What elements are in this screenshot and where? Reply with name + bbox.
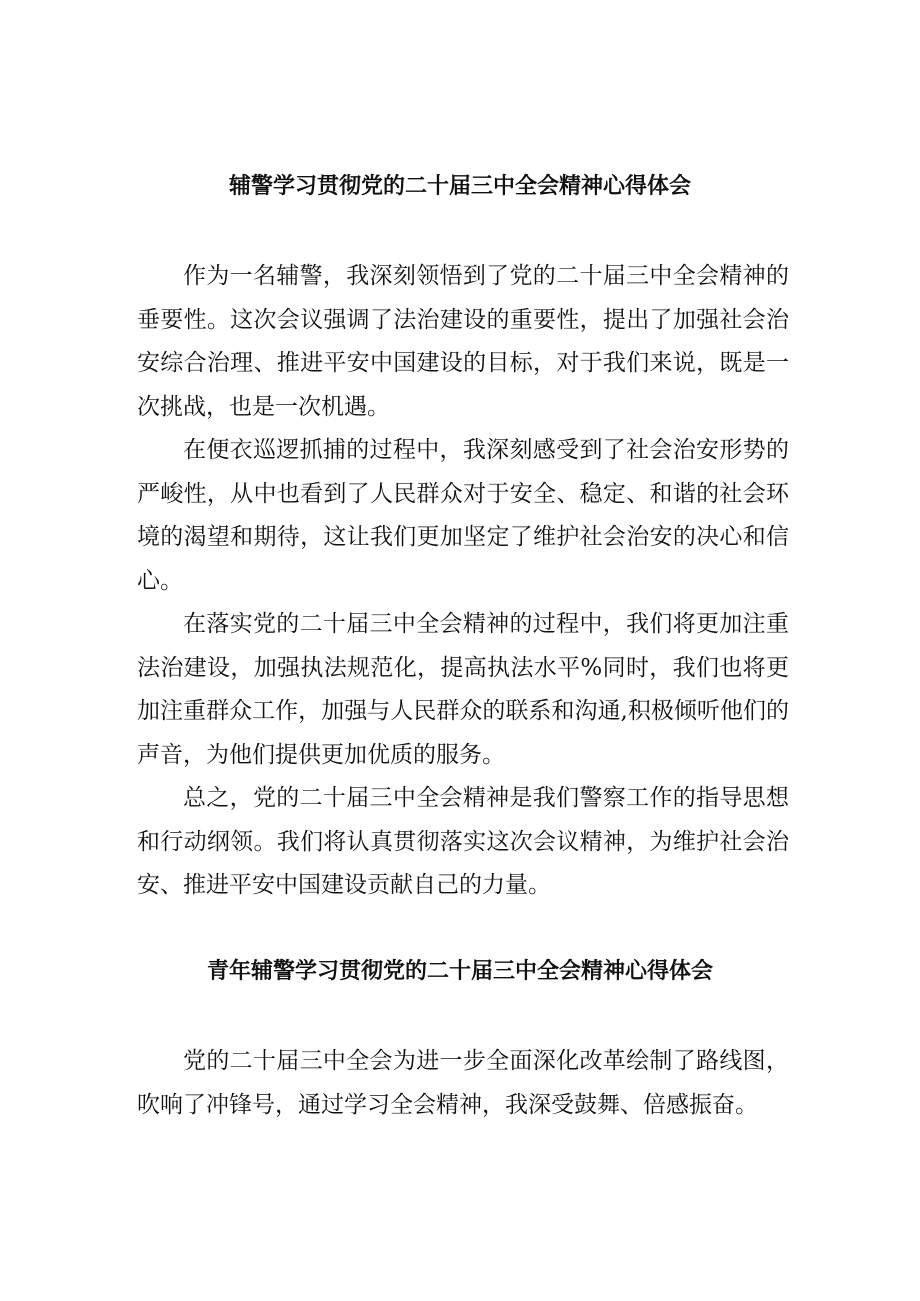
article-1-paragraph-2: 在便衣巡逻抓捕的过程中，我深刻感受到了社会治安形势的严峻性，从中也看到了人民群众对于安全、稳定、和谐的社会环境的渴望和期待，这让我们更加坚定了维护社会治安的决心和信心。: [137, 437, 789, 594]
article-1-paragraph-3: 在落实党的二十届三中全会精神的过程中，我们将更加注重法治建设，加强执法规范化，提高执法水平%同时，我们也将更加注重群众工作，加强与人民群众的联系和沟通,积极倾听他们的声音，为他们提供更加优质的服务。: [137, 611, 789, 768]
article-1-paragraph-1: 作为一名辅警，我深刻领悟到了党的二十届三中全会精神的垂要性。这次会议强调了法治建设的重要性，提出了加强社会治安综合治理、推进平安中国建设的目标，对于我们来说，既是一次挑战，也是一次机遇。: [137, 263, 789, 420]
article-1-body: [137, 255, 789, 908]
article-1-paragraph-4: 总之，党的二十届三中全会精神是我们警察工作的指导思想和行动纲领。我们将认真贯彻落实这次会议精神，为维护社会治安、推进平安中国建设贡献自己的力量。: [137, 785, 789, 898]
article-2-paragraph-1: 党的二十届三中全会为进一步全面深化改革绘制了路线图，吹响了冲锋号，通过学习全会精神，我深受鼓舞、倍感振奋。: [137, 1048, 789, 1118]
article-2-body: [137, 1040, 789, 1127]
article-2-title: 青年辅警学习贯彻党的二十届三中全会精神心得体会: [206, 959, 713, 984]
article-1-title: 辅警学习贯彻党的二十届三中全会精神心得体会: [228, 174, 691, 199]
